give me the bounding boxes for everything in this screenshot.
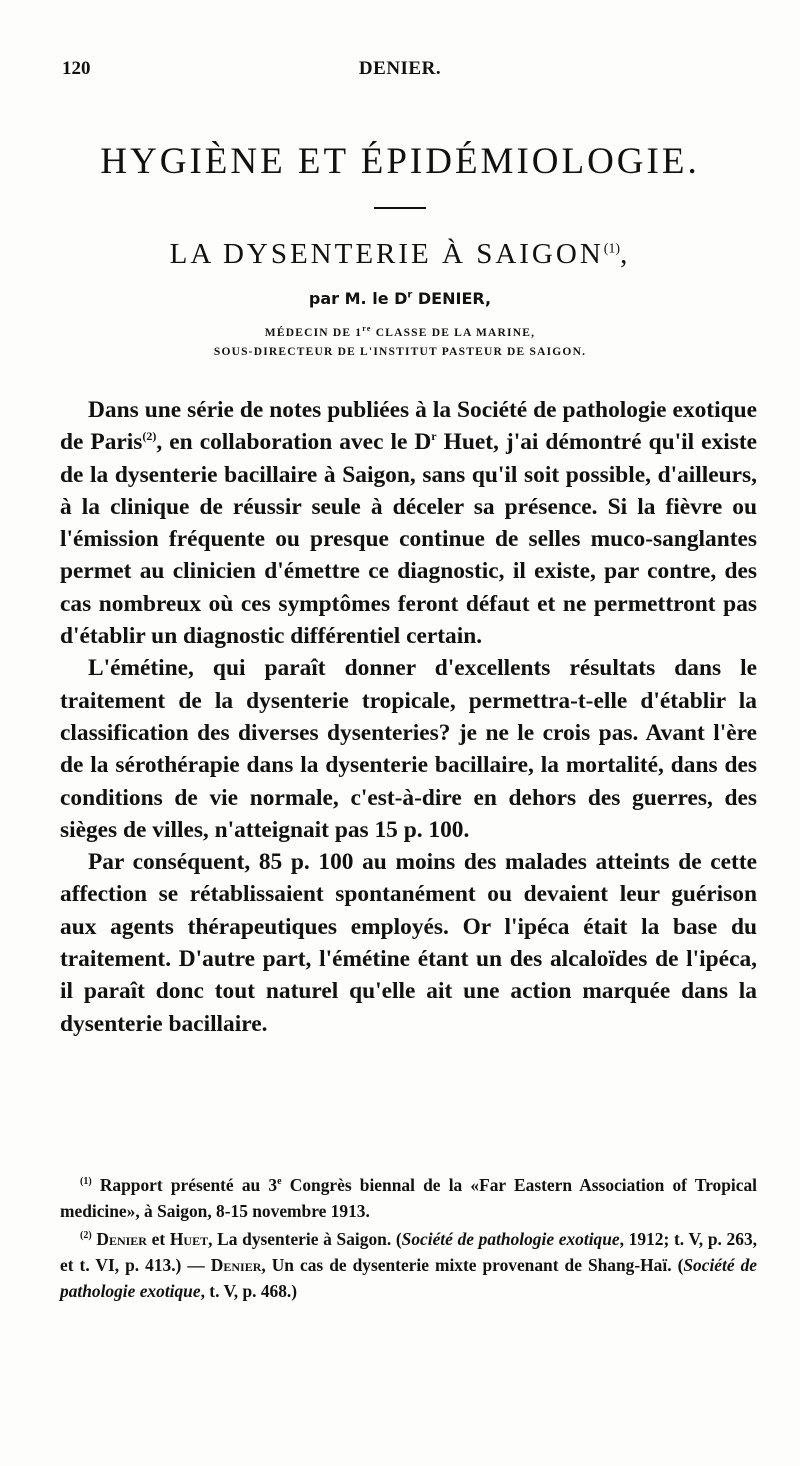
- footnote-1-sup: e: [277, 1176, 282, 1188]
- footnote-2-a: , La dysenterie à Saigon. (: [208, 1229, 402, 1249]
- article-title: [40, 238, 760, 271]
- footnote-2-author-1: Denier: [96, 1229, 147, 1249]
- affiliation-line-1-b: CLASSE DE LA MARINE,: [371, 326, 536, 339]
- footnote-2: [60, 1226, 757, 1304]
- footnote-1-label: (1): [80, 1176, 92, 1188]
- footnote-2-journal-1: Société de pathologie exotique: [401, 1229, 620, 1249]
- byline-prefix: par M. le D: [308, 289, 408, 308]
- footnote-1-b: Congrès biennal de la «Far Eastern Association of Tropical medicine», à Saigon, 8-15 novembre 1913.: [60, 1175, 757, 1221]
- paragraph-1-footnote-ref[interactable]: (2): [142, 429, 157, 444]
- footnote-2-c: , Un cas de dysenterie mixte provenant de Shang-Haï. (: [261, 1255, 684, 1275]
- byline-sup: r: [407, 289, 413, 301]
- paragraph-1: [60, 394, 757, 652]
- footnote-2-label: (2): [80, 1230, 92, 1242]
- footnote-2-d: , t. V, p. 468.): [200, 1281, 298, 1301]
- paragraph-3: Par conséquent, 85 p. 100 au moins des malades atteints de cette affection se rétablissaient spontanément ou devaient leur guérison aux agents thérapeutiques employés. Or l'ipéca était la base du traitement. D'autre part, l'émétine étant un des alcaloïdes de l'ipéca, il paraît donc tout naturel qu'elle ait une action marquée dans la dysenterie bacillaire.: [60, 849, 757, 1037]
- footnotes: [60, 1172, 757, 1304]
- footnote-1: [60, 1172, 757, 1224]
- footnote-1-a: Rapport présenté au 3: [99, 1175, 278, 1195]
- footnote-2-and: et: [146, 1229, 170, 1249]
- paragraph-1-c: Huet, j'ai démontré qu'il existe de la dysenterie bacillaire à Saigon, sans qu'il soit possible, d'ailleurs, à la clinique de réussir seule à déceler sa présence. Si la fièvre ou l'émission fréquente ou presque continue de selles muco-sanglantes permet au clinicien d'émettre ce diagnostic, il existe, par contre, des cas nombreux où ces symptômes feront défaut et ne permettront pas d'établir un diagnostic différentiel certain.: [60, 429, 757, 650]
- byline-name: DENIER,: [412, 289, 492, 308]
- affiliation-line-1: [40, 324, 760, 339]
- section-title: HYGIÈNE ET ÉPIDÉMIOLOGIE.: [100, 141, 700, 182]
- footnote-2-author-3: Denier: [210, 1255, 262, 1275]
- article-title-text: LA DYSENTERIE À SAIGON: [169, 238, 604, 270]
- affiliation-line-1-sup: re: [362, 324, 372, 333]
- affiliation-line-1-a: MÉDECIN DE 1: [264, 326, 363, 339]
- title-rule: [374, 207, 426, 209]
- running-title: DENIER.: [358, 58, 442, 79]
- footnote-2-journal-2: Société de pathologie exotique: [60, 1255, 758, 1301]
- article-title-comma: ,: [620, 238, 631, 270]
- page-number: 120: [62, 58, 91, 79]
- body-text: [60, 394, 757, 1040]
- article-title-footnote-ref[interactable]: (1): [603, 241, 621, 257]
- paragraph-1-a: Dans une série de notes publiées à la Société de pathologie exotique de Paris: [60, 397, 757, 456]
- paragraph-1-b: , en collaboration avec le D: [156, 429, 432, 456]
- affiliation-line-2: SOUS-DIRECTEUR DE L'INSTITUT PASTEUR DE SAIGON.: [213, 346, 587, 358]
- paragraph-2: L'émétine, qui paraît donner d'excellents résultats dans le traitement de la dysenterie tropicale, permettra-t-elle d'établir la classification des diverses dysenteries? je ne le crois pas. Avant l'ère de la sérothérapie dans la dysenterie bacillaire, la mortalité, dans des conditions de vie normale, c'est-à-dire en dehors des guerres, des sièges de villes, n'atteignait pas 15 p. 100.: [60, 655, 757, 843]
- running-head: [62, 58, 738, 88]
- paragraph-1-sup: r: [431, 429, 437, 444]
- footnote-2-author-2: Huet: [169, 1229, 209, 1249]
- byline: [40, 289, 760, 308]
- footnote-2-b: , 1912; t. V, p. 263, et t. VI, p. 413.) —: [60, 1229, 757, 1275]
